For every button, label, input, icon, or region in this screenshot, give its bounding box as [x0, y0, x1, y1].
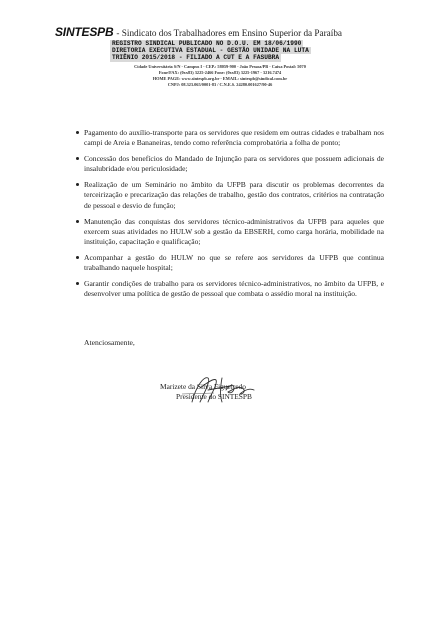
- contact-info: [95, 64, 345, 88]
- registry-info: [110, 40, 385, 62]
- contact-line: Cidade Universitária S/N - Campus I - CEP.: 58059-900 - João Pessoa/PB - Caixa Postal: 5070: [134, 63, 306, 69]
- list-item: [76, 253, 384, 273]
- list-item-text: Manutenção das conquistas dos servidores técnico-administrativos da UFPB para aqueles que exercem suas atividades no HULW sob a gestão da EBSERH, como carga horária, mobilidade na instituição, capacitação e qualificação;: [84, 216, 384, 246]
- bullet-icon: [76, 282, 79, 285]
- bullet-icon: [76, 220, 79, 223]
- contact-line: HOME PAGE: www.sintespb.org.br - EMAIL: sintespb@sindical.com.br: [152, 75, 288, 81]
- signature-block: [160, 382, 300, 401]
- organization-name: - Sindicato dos Trabalhadores em Ensino Superior da Paraíba: [116, 28, 342, 38]
- bullet-icon: [76, 183, 79, 186]
- bullet-icon: [76, 256, 79, 259]
- registry-line: TRIÊNIO 2015/2018 - FILIADO A CUT E A FASUBRA: [112, 54, 280, 62]
- contact-line: Fone/FAX: (0xx83) 3225-2466 Fone: (0xx83) 3225-1967 - 3216.7474: [158, 69, 282, 75]
- list-item-text: Garantir condições de trabalho para os servidores técnico-administrativos, no âmbito da UFPB, e desenvolver uma política de gestão de pessoal que combata o assédio moral na instituição.: [84, 279, 384, 299]
- list-item: [76, 217, 384, 247]
- list-item-text: Concessão dos benefícios do Mandado de Injunção para os servidores que possuem adicionais de insalubridade e/ou periculosidade;: [84, 154, 384, 174]
- list-item: [76, 154, 384, 174]
- bullet-icon: [76, 131, 79, 134]
- list-item: [76, 279, 384, 299]
- letterhead-top: [55, 25, 385, 39]
- demands-list: [76, 128, 384, 305]
- sintespb-logo: SINTESPB: [55, 25, 114, 39]
- contact-line: CNPJ: 08.323.065/0001-83 / C.N.E.S. 24280.001627/90-46: [167, 81, 273, 87]
- list-item-text: Acompanhar a gestão do HULW no que se refere aos servidores da UFPB que continua trabalhando naquele hospital;: [84, 252, 384, 273]
- registry-line: REGISTRO SINDICAL PUBLICADO NO D.O.U. EM 18/06/1990: [112, 40, 302, 47]
- signer-name: Marizete da Silva Figueiredo: [160, 382, 246, 391]
- letterhead: [55, 25, 385, 88]
- closing-salutation: Atenciosamente,: [84, 338, 135, 347]
- registry-line: DIRETORIA EXECUTIVA ESTADUAL - GESTÃO UNIDADE NA LUTA: [112, 47, 309, 55]
- list-item-text: Realização de um Seminário no âmbito da UFPB para discutir os problemas decorrentes da terceirização e precarização das relações de trabalho, gestão dos contratos, critérios na contratação de pessoal e desvio de função;: [84, 180, 384, 210]
- list-item: [76, 128, 384, 148]
- signer-title: Presidente do SINTESPB: [176, 391, 252, 401]
- list-item: [76, 180, 384, 210]
- bullet-icon: [76, 157, 79, 160]
- list-item-text: Pagamento do auxílio-transporte para os servidores que residem em outras cidades e trabalham nos campi de Areia e Bananeiras, tendo como referência comprobatória a folha de ponto;: [84, 128, 384, 148]
